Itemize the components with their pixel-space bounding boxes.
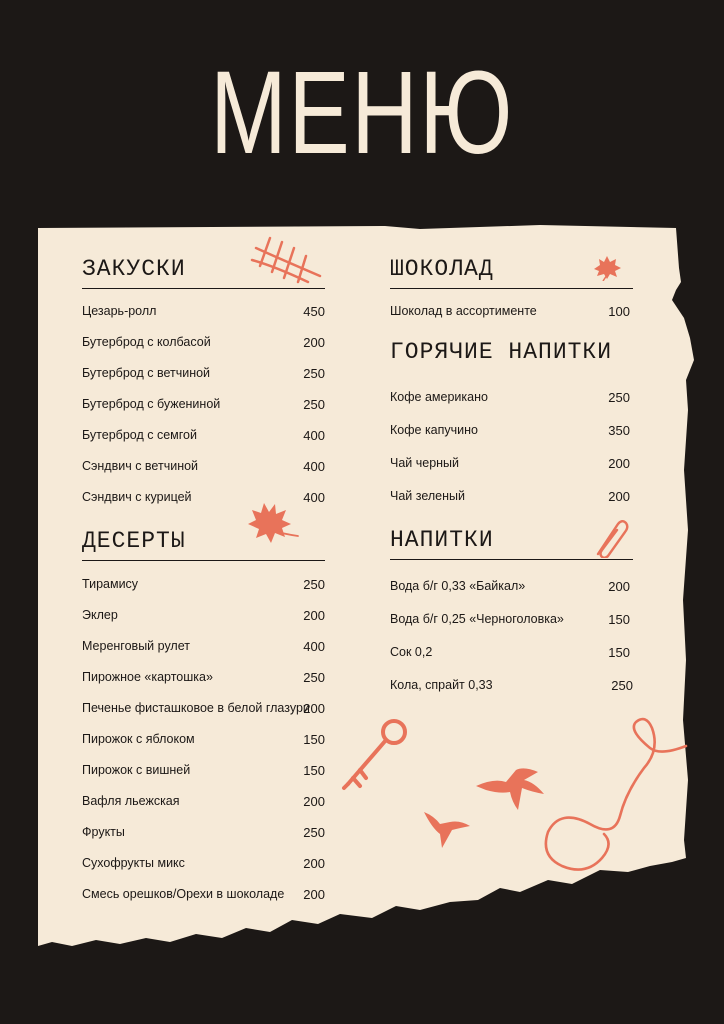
- menu-item: [390, 480, 630, 513]
- item-name: Эклер: [82, 608, 118, 622]
- menu-item: [82, 817, 325, 848]
- bird-icon: [472, 766, 548, 818]
- menu-item: [82, 358, 325, 389]
- shokolad-list: [390, 296, 630, 327]
- section-divider: [82, 288, 325, 289]
- item-price: 400: [303, 490, 325, 505]
- paperclip-icon: [590, 518, 630, 558]
- item-name: Бутерброд с колбасой: [82, 335, 211, 349]
- string-loop: [540, 716, 690, 880]
- item-price: 250: [303, 366, 325, 381]
- section-title-napitki: НАПИТКИ: [390, 527, 494, 553]
- menu-item: [390, 570, 630, 603]
- item-price: 200: [303, 887, 325, 902]
- zakuski-list: [82, 296, 325, 513]
- menu-item: [82, 786, 325, 817]
- item-name: Тирамису: [82, 577, 139, 591]
- bird-icon: [420, 806, 474, 852]
- item-price: 250: [611, 678, 633, 693]
- item-price: 150: [303, 732, 325, 747]
- item-name: Пирожное «картошка»: [82, 670, 213, 684]
- item-name: Сэндвич с ветчиной: [82, 459, 199, 473]
- maple-leaf-icon: [244, 500, 302, 548]
- menu-item: [82, 693, 325, 724]
- menu-item: [82, 848, 325, 879]
- item-name: Бутерброд с семгой: [82, 428, 197, 442]
- menu-item: [82, 451, 325, 482]
- item-name: Цезарь-ролл: [82, 304, 157, 318]
- menu-item: [390, 636, 630, 669]
- deserty-list: [82, 569, 325, 910]
- menu-item: [390, 414, 630, 447]
- goryachie-list: [390, 381, 630, 513]
- item-price: 450: [303, 304, 325, 319]
- section-divider: [82, 560, 325, 561]
- menu-item: [82, 569, 325, 600]
- menu-item: [390, 381, 630, 414]
- menu-item: [82, 327, 325, 358]
- item-price: 200: [303, 794, 325, 809]
- item-price: 200: [303, 608, 325, 623]
- section-title-shokolad: ШОКОЛАД: [390, 256, 494, 282]
- item-name: Смесь орешков/Орехи в шоколаде: [82, 887, 285, 901]
- menu-item: [82, 879, 325, 910]
- menu-item: [390, 447, 630, 480]
- menu-item: [82, 724, 325, 755]
- item-price: 400: [303, 459, 325, 474]
- item-price: 400: [303, 428, 325, 443]
- section-title-goryachie: ГОРЯЧИЕ НАПИТКИ: [390, 339, 613, 365]
- item-price: 250: [303, 577, 325, 592]
- item-price: 400: [303, 639, 325, 654]
- item-name: Вода б/г 0,33 «Байкал»: [390, 579, 526, 593]
- item-name: Чай черный: [390, 456, 460, 470]
- item-name: Вафля льежская: [82, 794, 180, 808]
- item-price: 250: [303, 670, 325, 685]
- item-name: Сухофрукты микс: [82, 856, 185, 870]
- small-leaf-icon: [590, 255, 624, 281]
- menu-item: [390, 669, 633, 702]
- item-price: 150: [303, 763, 325, 778]
- section-divider: [390, 288, 633, 289]
- menu-item: [82, 755, 325, 786]
- right-column: [390, 254, 633, 702]
- item-price: 150: [608, 645, 630, 660]
- section-deserty: [82, 526, 325, 910]
- item-name: Печенье фисташковое в белой глазури: [82, 701, 310, 715]
- menu-item: [390, 296, 630, 327]
- item-name: Кофе капучино: [390, 423, 479, 437]
- item-name: Пирожок с яблоком: [82, 732, 195, 746]
- item-price: 250: [303, 825, 325, 840]
- item-price: 100: [608, 304, 630, 319]
- item-name: Сэндвич с курицей: [82, 490, 192, 504]
- item-name: Сок 0,2: [390, 645, 433, 659]
- item-name: Кофе американо: [390, 390, 488, 404]
- menu-item: [82, 631, 325, 662]
- item-price: 200: [608, 456, 630, 471]
- section-zakuski: [82, 254, 325, 513]
- item-price: 200: [303, 856, 325, 871]
- item-name: Чай зеленый: [390, 489, 465, 503]
- left-column: [82, 254, 325, 910]
- item-name: Меренговый рулет: [82, 639, 190, 653]
- section-title-deserty: ДЕСЕРТЫ: [82, 528, 186, 554]
- menu-item: [82, 296, 325, 327]
- section-title-zakuski: ЗАКУСКИ: [82, 256, 186, 282]
- section-goryachie: [390, 337, 633, 513]
- item-name: Фрукты: [82, 825, 125, 839]
- item-name: Шоколад в ассортименте: [390, 304, 537, 318]
- hatch-lines: [248, 236, 328, 286]
- menu-item: [82, 600, 325, 631]
- menu-item: [82, 662, 325, 693]
- item-price: 250: [608, 390, 630, 405]
- menu-item: [82, 420, 325, 451]
- item-price: 200: [608, 489, 630, 504]
- menu-item: [390, 603, 630, 636]
- item-name: Вода б/г 0,25 «Черноголовка»: [390, 612, 564, 626]
- item-price: 200: [303, 701, 325, 716]
- item-price: 200: [303, 335, 325, 350]
- menu-item: [82, 389, 325, 420]
- item-price: 150: [608, 612, 630, 627]
- menu-title: МЕНЮ: [210, 47, 514, 179]
- item-name: Бутерброд с ветчиной: [82, 366, 211, 380]
- napitki-list: [390, 570, 633, 702]
- section-divider: [390, 559, 633, 560]
- item-price: 200: [608, 579, 630, 594]
- item-name: Кола, спрайт 0,33: [390, 678, 493, 692]
- item-price: 350: [608, 423, 630, 438]
- item-name: Пирожок с вишней: [82, 763, 191, 777]
- item-name: Бутерброд с бужениной: [82, 397, 221, 411]
- item-price: 250: [303, 397, 325, 412]
- key-icon: [338, 714, 412, 794]
